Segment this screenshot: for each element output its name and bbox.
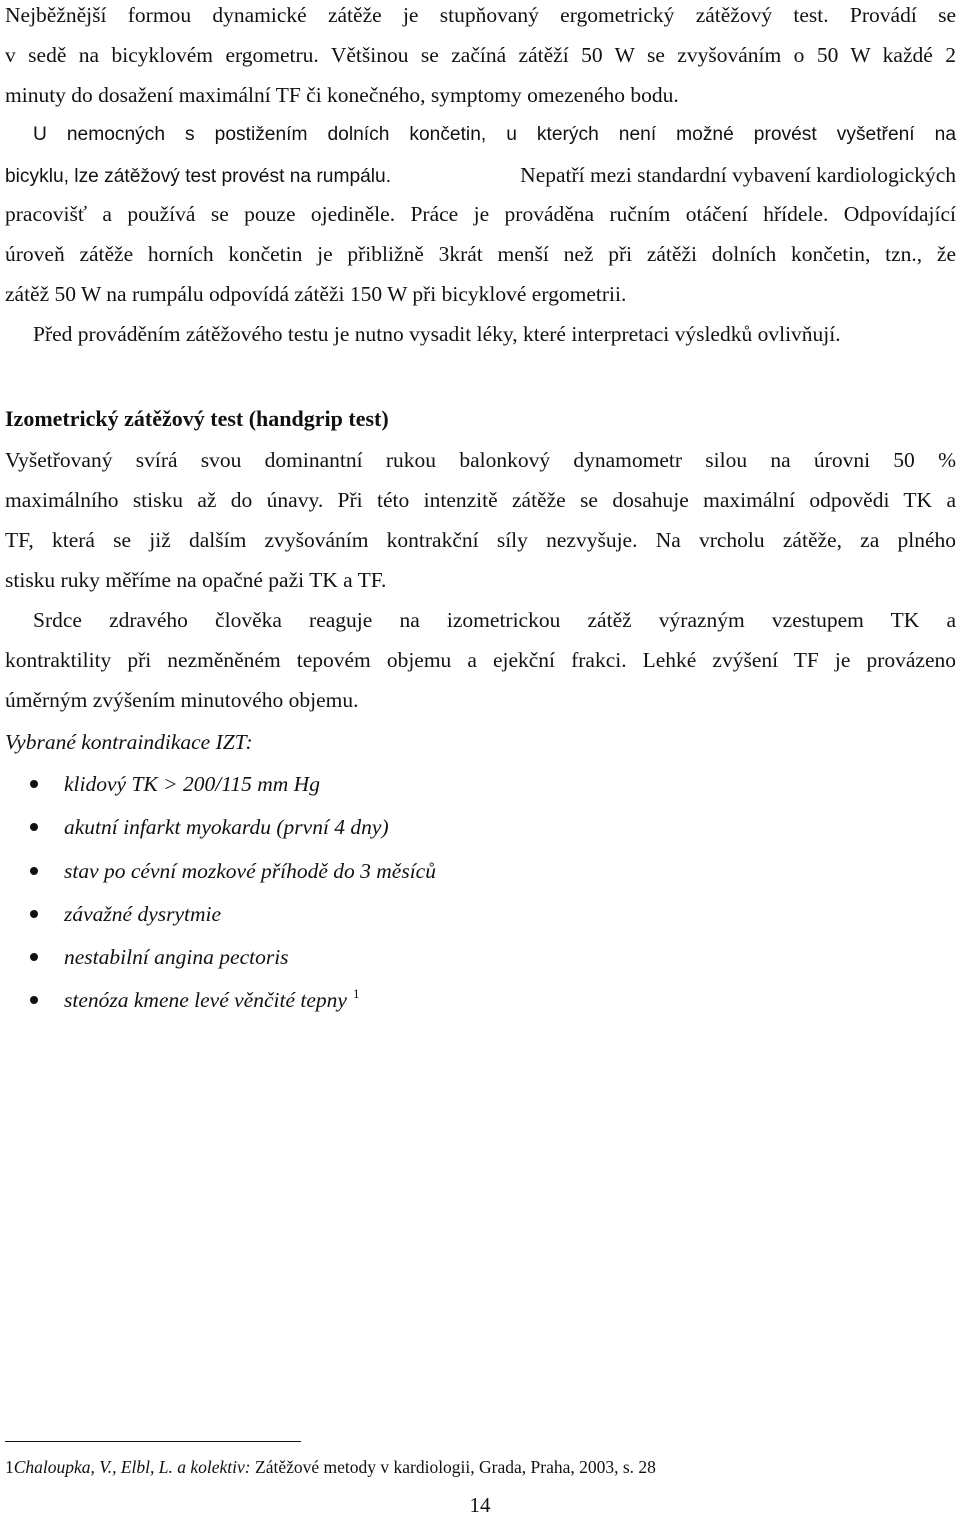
paragraph-line: úroveň zátěže horních končetin je přibližně 3krát menší než při zátěži dolních končetin, tzn., že <box>5 242 956 266</box>
paragraph-line: maximálního stisku až do únavy. Při této intenzitě zátěže se dosahuje maximální odpovědi TK a <box>5 488 956 512</box>
paragraph-line: U nemocných s postižením dolních končetin, u kterých není možné provést vyšetření na <box>33 124 956 145</box>
paragraph-line: pracovišť a používá se pouze ojediněle. Práce je prováděna ručním otáčení hřídele. Odpovídající <box>5 202 956 226</box>
paragraph-line-mixed <box>5 160 956 192</box>
paragraph-fragment: Nepatří mezi standardní vybavení kardiologických <box>520 163 956 187</box>
list-item-text: stav po cévní mozkové příhodě do 3 měsíců <box>64 859 436 883</box>
list-item-text: klidový TK > 200/115 mm Hg <box>64 772 320 796</box>
bullet-icon <box>30 953 38 961</box>
paragraph-line: TF, která se již dalším zvyšováním kontrakční síly nezvyšuje. Na vrcholu zátěže, za plného <box>5 528 956 552</box>
paragraph-line: Srdce zdravého člověka reaguje na izometrickou zátěž výrazným vzestupem TK a <box>33 608 956 632</box>
list-item-text-content: stenóza kmene levé věnčité tepny <box>64 988 347 1012</box>
paragraph-line: minuty do dosažení maximální TF či konečného, symptomy omezeného bodu. <box>5 83 679 107</box>
contraindications-title: Vybrané kontraindikace IZT: <box>5 730 253 754</box>
bullet-icon <box>30 867 38 875</box>
footnote <box>5 1455 656 1479</box>
paragraph-line: Před prováděním zátěžového testu je nutno vysadit léky, které interpretaci výsledků ovlivňují. <box>33 322 841 346</box>
list-item-text: závažné dysrytmie <box>64 902 222 926</box>
footnote-number: 1 <box>5 1457 14 1477</box>
paragraph-line: Vyšetřovaný svírá svou dominantní rukou balonkový dynamometr silou na úrovni 50 % <box>5 448 956 472</box>
bullet-icon <box>30 996 38 1004</box>
paragraph-line: Nejběžnější formou dynamické zátěže je stupňovaný ergometrický zátěžový test. Provádí se <box>5 3 956 27</box>
paragraph-fragment: bicyklu, lze zátěžový test provést na rumpálu. <box>5 166 392 187</box>
list-item-text <box>64 984 359 1016</box>
paragraph-line: zátěž 50 W na rumpálu odpovídá zátěži 150 W při bicyklové ergometrii. <box>5 282 627 306</box>
paragraph-line: v sedě na bicyklovém ergometru. Většinou se začíná zátěží 50 W se zvyšováním o 50 W každé 2 <box>5 43 956 67</box>
bullet-icon <box>30 780 38 788</box>
bullet-icon <box>30 823 38 831</box>
bullet-icon <box>30 910 38 918</box>
paragraph-line: kontraktility při nezměněném tepovém objemu a ejekční frakci. Lehké zvýšení TF je provázeno <box>5 648 956 672</box>
footnote-authors: Chaloupka, V., Elbl, L. a kolektiv: <box>13 1457 251 1477</box>
footnote-reference: 1 <box>352 986 360 1001</box>
footnote-divider <box>5 1441 301 1442</box>
section-heading: Izometrický zátěžový test (handgrip test) <box>5 406 389 431</box>
paragraph-line: úměrným zvýšením minutového objemu. <box>5 688 359 712</box>
footnote-citation: Zátěžové metody v kardiologii, Grada, Praha, 2003, s. 28 <box>250 1457 656 1477</box>
list-item-text: nestabilní angina pectoris <box>64 945 289 969</box>
page-number: 14 <box>469 1493 491 1517</box>
paragraph-line: stisku ruky měříme na opačné paži TK a TF. <box>5 568 387 592</box>
list-item-text: akutní infarkt myokardu (první 4 dny) <box>64 815 389 839</box>
